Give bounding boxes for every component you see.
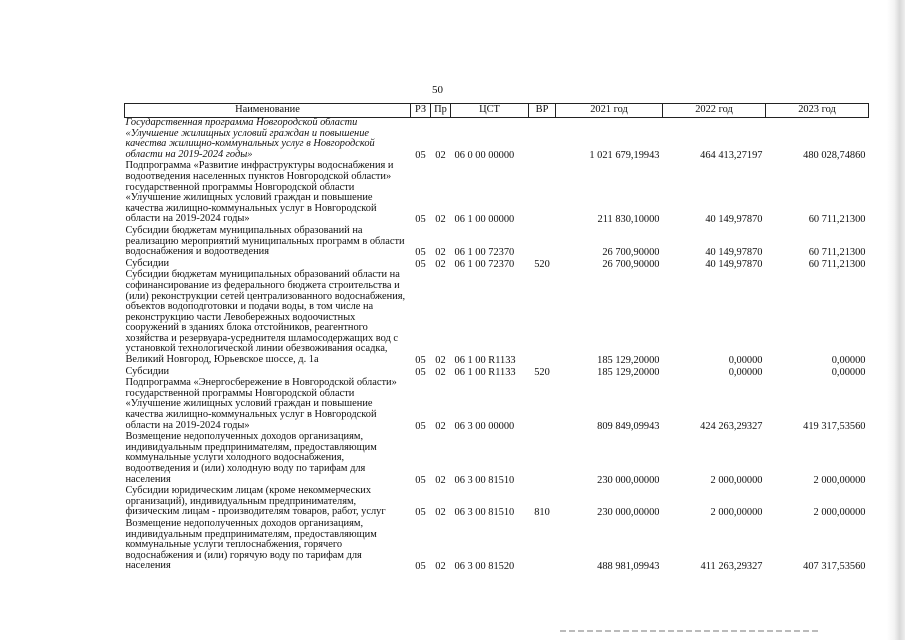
row-2022: 411 263,29327 (700, 561, 763, 573)
row-cst: 06 1 00 72370 (454, 247, 515, 259)
row-2021: 26 700,90000 (602, 258, 660, 270)
row-2023: 60 711,21300 (808, 247, 866, 259)
row-pr: 02 (435, 355, 446, 367)
row-vr: 520 (534, 258, 550, 270)
scan-artifact-line (560, 630, 820, 632)
row-pr: 02 (435, 420, 446, 432)
header-name: Наименование (125, 104, 411, 118)
row-vr (529, 118, 556, 162)
row-2023: 2 000,00000 (813, 507, 866, 519)
row-name: Субсидии бюджетам муниципальных образований на реализацию мероприятий муниципальных программ в области водоснабжения и водоотведения (125, 224, 405, 258)
row-2023: 2 000,00000 (813, 474, 866, 486)
table-row (125, 270, 869, 366)
row-rz: 05 (415, 507, 426, 519)
row-vr (529, 161, 556, 226)
row-2021: 809 849,09943 (597, 420, 660, 432)
row-cst: 06 1 00 72370 (454, 258, 515, 270)
row-2023: 0,00000 (831, 355, 866, 367)
row-2022: 40 149,97870 (705, 214, 763, 226)
row-vr (529, 519, 556, 573)
row-vr (529, 378, 556, 432)
row-cst: 06 3 00 81520 (454, 561, 515, 573)
row-2022: 2 000,00000 (710, 474, 763, 486)
row-2021: 211 830,10000 (597, 214, 660, 226)
budget-table (124, 103, 869, 573)
row-cst: 06 3 00 81510 (454, 474, 515, 486)
row-name: Государственная программа Новгородской области «Улучшение жилищных условий граждан и повышение качества жилищно-коммунальных услуг в Новгородской области на 2019-2024 годы» (125, 117, 375, 160)
row-2022: 424 263,29327 (700, 420, 763, 432)
header-2021: 2021 год (556, 104, 663, 118)
row-name: Возмещение недополученных доходов организациям, индивидуальным предпринимателям, предоставляющим коммунальные услуги холодного водоснабжения, водоотведения и (или) холодную воду по тарифам для населения (125, 431, 377, 485)
table-row (125, 118, 869, 162)
row-2021: 488 981,09943 (597, 561, 660, 573)
row-name: Субсидии (125, 257, 170, 269)
row-rz: 05 (415, 258, 426, 270)
row-2021: 1 021 679,19943 (589, 149, 660, 161)
row-2021: 230 000,00000 (597, 474, 660, 486)
row-rz: 05 (415, 149, 426, 161)
row-2022: 2 000,00000 (710, 507, 763, 519)
row-2022: 0,00000 (728, 366, 763, 378)
row-name: Подпрограмма «Развитие инфраструктуры водоснабжения и водоотведения населенных пунктов Новгородской области» государственной программы Новгородской области «Улучшение жилищных условий граждан и повышение качества жилищно-коммунальных услуг в Новгородской области на 2019-2024 годы» (125, 160, 394, 225)
row-name: Возмещение недополученных доходов организациям, индивидуальным предпринимателям, предоставляющим коммунальные услуги теплоснабжения, горячего водоснабжения и (или) горячую воду по тарифам для населения (125, 517, 377, 572)
row-pr: 02 (435, 561, 446, 573)
row-cst: 06 1 00 R1133 (454, 355, 516, 367)
row-vr (529, 270, 556, 366)
page-number: 50 (432, 84, 443, 96)
row-2023: 60 711,21300 (808, 214, 866, 226)
row-name: Подпрограмма «Энергосбережение в Новгородской области» государственной программы Новгородской области «Улучшение жилищных условий граждан и повышение качества жилищно-коммунальных услуг в Новгородской области на 2019-2024 годы» (125, 377, 397, 431)
row-2021: 185 129,20000 (597, 366, 660, 378)
row-2021: 26 700,90000 (602, 247, 660, 259)
row-name: Субсидии (125, 365, 170, 377)
table-body (125, 118, 869, 573)
table-row (125, 486, 869, 519)
table-row (125, 161, 869, 226)
row-2023: 480 028,74860 (803, 149, 866, 161)
row-rz: 05 (415, 247, 426, 259)
table-row (125, 378, 869, 432)
row-pr: 02 (435, 149, 446, 161)
row-rz: 05 (415, 366, 426, 378)
scan-edge-shadow (887, 0, 905, 640)
row-vr (529, 432, 556, 486)
row-pr: 02 (435, 474, 446, 486)
table-header (125, 104, 869, 118)
row-2021: 230 000,00000 (597, 507, 660, 519)
row-vr: 810 (534, 507, 550, 519)
row-rz: 05 (415, 474, 426, 486)
row-2023: 60 711,21300 (808, 258, 866, 270)
row-vr: 520 (534, 366, 550, 378)
row-rz: 05 (415, 561, 426, 573)
row-cst: 06 1 00 R1133 (454, 366, 516, 378)
table-row (125, 432, 869, 486)
row-2021: 185 129,20000 (597, 355, 660, 367)
row-2023: 419 317,53560 (803, 420, 866, 432)
table-row (125, 226, 869, 259)
row-2022: 40 149,97870 (705, 258, 763, 270)
header-pr: Пр (431, 104, 451, 118)
row-rz: 05 (415, 214, 426, 226)
row-rz: 05 (415, 355, 426, 367)
header-2023: 2023 год (766, 104, 869, 118)
row-cst: 06 0 00 00000 (454, 149, 515, 161)
row-pr: 02 (435, 214, 446, 226)
row-pr: 02 (435, 507, 446, 519)
row-cst: 06 1 00 00000 (454, 214, 515, 226)
header-2022: 2022 год (663, 104, 766, 118)
row-2023: 407 317,53560 (803, 561, 866, 573)
header-cst: ЦСТ (451, 104, 529, 118)
row-cst: 06 3 00 81510 (454, 507, 515, 519)
row-name: Субсидии бюджетам муниципальных образований области на софинансирование из федерального бюджета строительства и (или) реконструкции сетей централизованного водоснабжения, объектов водоподготовки и подачи воды, в том числе на реконструкцию части Левобережных водоочистных сооружений в зданиях блока отстойников, реагентного хозяйства и резервуара-усреднителя шламосодержащих вод с установкой технологической линии обезвоживания осадка, Великий Новгород, Юрьевское шоссе, д. 1а (125, 269, 406, 366)
row-pr: 02 (435, 366, 446, 378)
row-cst: 06 3 00 00000 (454, 420, 515, 432)
row-name: Субсидии юридическим лицам (кроме некоммерческих организаций), индивидуальным предпринимателям, физическим лицам - производителям товаров, работ, услуг (125, 485, 386, 518)
table-row (125, 519, 869, 573)
row-2022: 0,00000 (728, 355, 763, 367)
row-2023: 0,00000 (831, 366, 866, 378)
row-pr: 02 (435, 247, 446, 259)
row-pr: 02 (435, 258, 446, 270)
budget-table-container (124, 103, 868, 573)
row-vr (529, 226, 556, 259)
header-rz: РЗ (411, 104, 431, 118)
row-rz: 05 (415, 420, 426, 432)
header-vr: ВР (529, 104, 556, 118)
row-2022: 40 149,97870 (705, 247, 763, 259)
row-2022: 464 413,27197 (700, 149, 763, 161)
